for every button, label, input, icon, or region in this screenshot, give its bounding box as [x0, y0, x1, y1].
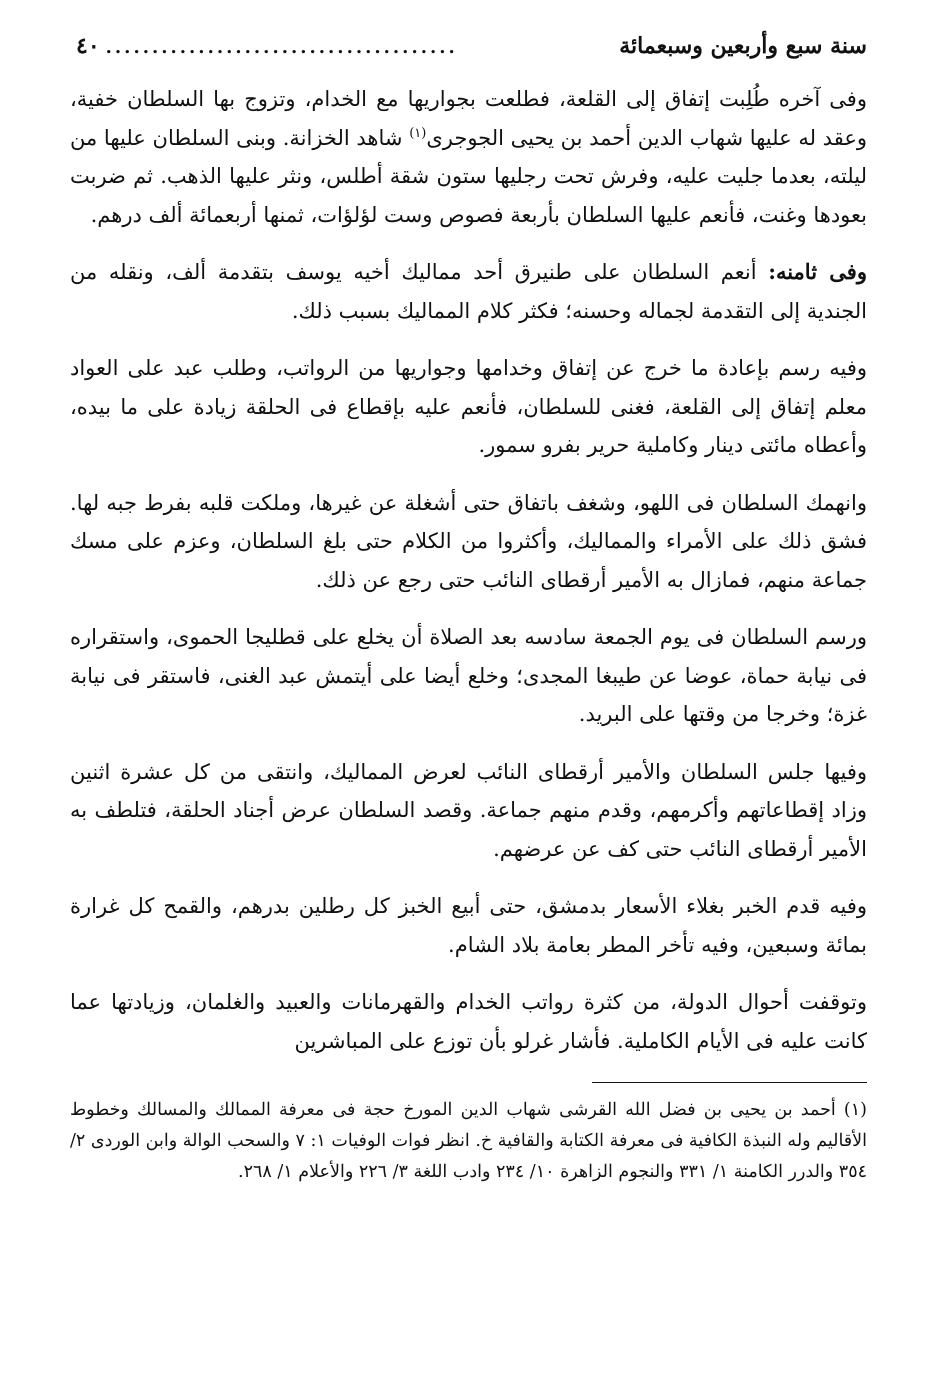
paragraph-text: وتوقفت أحوال الدولة، من كثرة رواتب الخدام والقهرمانات والعبيد والغلمان، وزيادتها عما كانت عليه فى الأيام الكاملية. فأشار غرلو بأن توزع على المباشرين: [70, 990, 867, 1053]
paragraph-text: وانهمك السلطان فى اللهو، وشغف باتفاق حتى أشغلة عن غيرها، وملكت قلبه بفرط جبه لها. فشق ذلك على الأمراء والمماليك، وأكثروا من الكلام حتى بلغ السلطان، وعزم على مسك جماعة منهم، فمازال به الأمير أرقطاى النائب حتى رجع عن ذلك.: [70, 490, 867, 592]
page-body: [70, 80, 867, 1060]
paragraph-2: [70, 253, 867, 330]
footnote-separator: [592, 1082, 867, 1083]
paragraph-4: [70, 484, 867, 600]
paragraph-text: وفيه قدم الخبر بغلاء الأسعار بدمشق، حتى أبيع الخبز كل رطلين بدرهم، والقمح كل غرارة بمائة وسبعين، وفيه تأخر المطر بعامة بلاد الشام.: [70, 894, 867, 957]
footnote-ref: (١): [409, 125, 427, 141]
paragraph-5: [70, 618, 867, 734]
paragraph-3: [70, 349, 867, 465]
paragraph-text: أنعم السلطان على طنيرق أحد مماليك أخيه يوسف بتقدمة ألف، ونقله من الجندية إلى التقدمة لجماله وحسنه؛ فكثر كلام المماليك بسبب ذلك.: [70, 260, 867, 323]
paragraph-text: ورسم السلطان فى يوم الجمعة سادسه بعد الصلاة أن يخلع على قطليجا الحموى، واستقراره فى نيابة حماة، عوضا عن طيبغا المجدى؛ وخلع أيضا على أيتمش عبد الغنى، فاستقر فى نيابة غزة؛ وخرجا من وقتها على البريد.: [70, 625, 867, 726]
paragraph-text: وفيه رسم بإعادة ما خرج عن إتفاق وخدامها وجواريها من الرواتب، وطلب عبد على العواد معلم إتفاق إلى القلعة، فغنى للسلطان، فأنعم عليه بإقطاع فى الحلقة زيادة على ما بيده، وأعطاه مائتى دينار وكاملية حرير بفرو سمور.: [70, 356, 867, 457]
book-page: [70, 30, 867, 1360]
paragraph-7: [70, 887, 867, 964]
footnote-1: (١) أحمد بن يحيى بن فضل الله القرشى شهاب الدين المورخ حجة فى معرفة الممالك والمسالك وخطوط الأقاليم وله النبذة الكافية فى معرفة الكتابة والقافية خ. انظر فوات الوفيات ١: ٧ والسحب الوالة وابن الوردى ٢/ ٣٥٤ والدرر الكامنة ١/ ٣٣١ والنجوم الزاهرة ١٠/ ٢٣٤ وادب اللغة ٣/ ٢٢٦ والأعلام ١/ ٢٦٨.: [70, 1100, 867, 1182]
paragraph-lead: وفى ثامنه:: [768, 259, 867, 284]
paragraph-6: [70, 753, 867, 869]
running-title: سنة سبع وأربعين وسبعمائة: [619, 33, 867, 59]
paragraph-text: شاهد الخزانة. وبنى السلطان عليها من ليلته، بعدما جليت عليه، وفرش تحت رجليها ستون شقة أطلس، ونثر عليها الذهب. ثم ضربت بعودها وغنت، فأنعم عليها السلطان بأربعة فصوص وست لؤلؤات، ثمنها أربعمائة ألف درهم.: [70, 125, 867, 227]
paragraph-text: وفى آخره طُلِبت إتفاق إلى القلعة، فطلعت بجواريها مع الخدام، وتزوج بها السلطان خفية، وعقد له عليها شهاب الدين أحمد بن يحيى الجوجرى: [70, 87, 867, 150]
page-number: ٤٠: [76, 33, 100, 59]
header-leader-dots: ......................................: [105, 37, 458, 58]
paragraph-1: [70, 80, 867, 234]
paragraph-text: وفيها جلس السلطان والأمير أرقطاى النائب لعرض المماليك، وانتقى من كل عشرة اثنين وزاد إقطاعاتهم وأكرمهم، وقدم منهم جماعة. وقصد السلطان عرض أجناد الحلقة، فتلطف به الأمير أرقطاى النائب حتى كف عن عرضهم.: [70, 759, 867, 861]
running-header: [70, 30, 867, 62]
paragraph-8: [70, 983, 867, 1060]
